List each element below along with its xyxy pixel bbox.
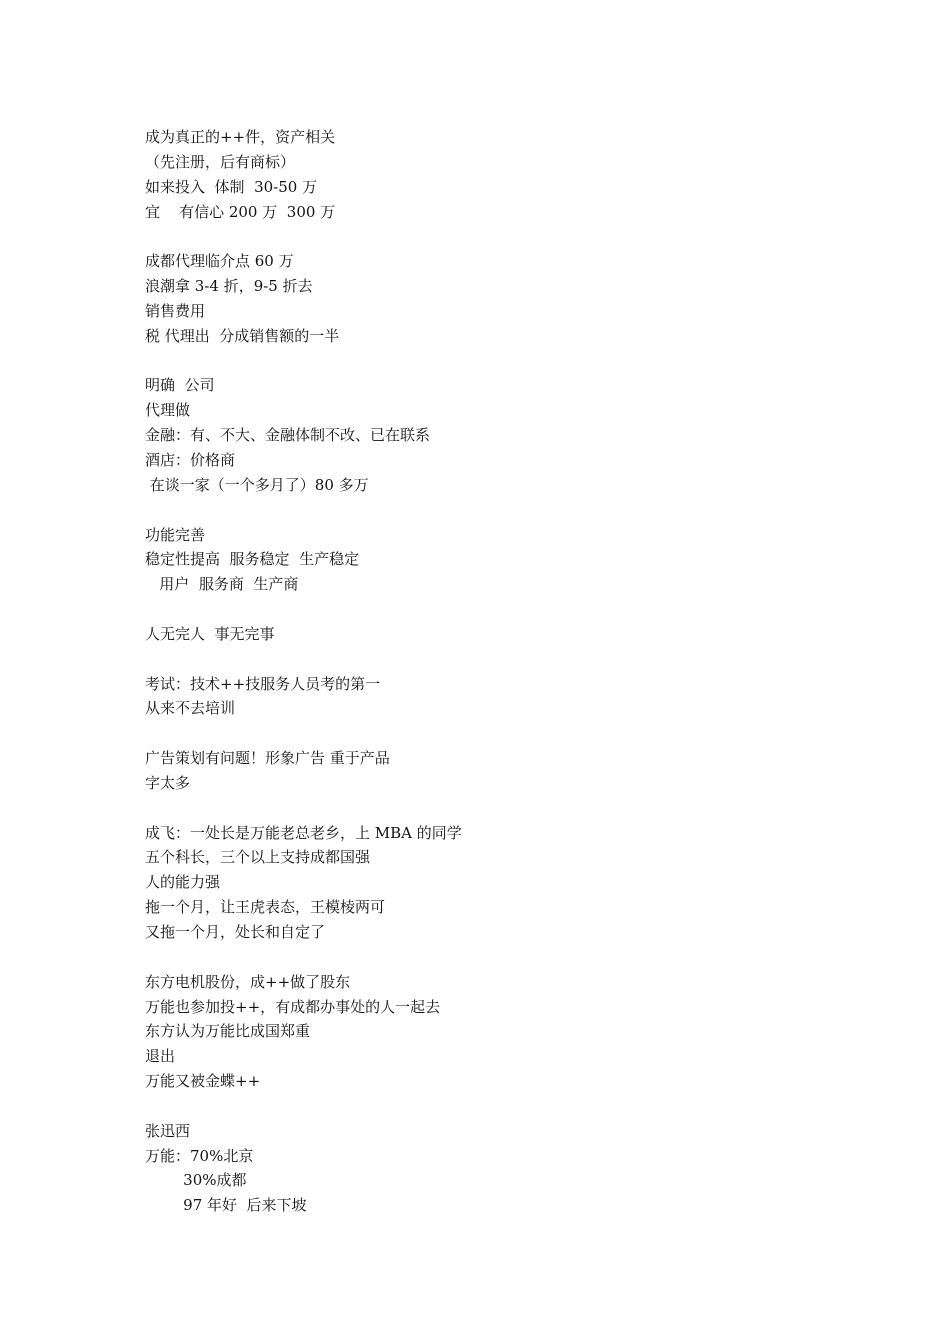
text-line: 代理做 (145, 401, 191, 420)
blank-line (145, 224, 845, 249)
text-line: 30%成都 (145, 1171, 247, 1190)
blank-line (145, 597, 845, 622)
document-body (145, 125, 845, 1218)
text-line: 用户 服务商 生产商 (145, 575, 299, 594)
text-line: 浪潮拿 3-4 折，9-5 折去 (145, 277, 313, 296)
text-line: 张迅西 (145, 1121, 191, 1140)
text-line: 字太多 (145, 773, 191, 792)
text-line: 稳定性提高 服务稳定 生产稳定 (145, 550, 360, 569)
text-line: 人无完人 事无完事 (145, 624, 275, 643)
blank-line (145, 1094, 845, 1119)
text-line: 如来投入 体制 30-50 万 (145, 177, 318, 196)
text-line: 功能完善 (145, 525, 206, 544)
text-line: 考试：技术++技服务人员考的第一 (145, 674, 381, 693)
blank-line (145, 721, 845, 746)
blank-line (145, 498, 845, 523)
blank-line (145, 796, 845, 821)
text-line: 宜 有信心 200 万 300 万 (145, 202, 336, 221)
blank-line (145, 647, 845, 672)
text-line: 明确 公司 (145, 376, 215, 395)
blank-line (145, 945, 845, 970)
text-line: 酒店：价格商 (145, 450, 236, 469)
text-line: 税 代理出 分成销售额的一半 (145, 326, 340, 345)
text-line: 人的能力强 (145, 873, 221, 892)
text-line: 从来不去培训 (145, 699, 236, 718)
text-line: 成飞：一处长是万能老总老乡，上 MBA 的同学 (145, 823, 462, 842)
text-line: 成都代理临介点 60 万 (145, 252, 294, 271)
text-line: 广告策划有问题！形象广告 重于产品 (145, 749, 390, 768)
text-line: 东方认为万能比成国郑重 (145, 1022, 311, 1041)
text-line: 拖一个月，让王虎表态，王模棱两可 (145, 898, 386, 917)
blank-line (145, 349, 845, 374)
text-line: 万能也参加投++，有成都办事处的人一起去 (145, 997, 441, 1016)
text-line: 在谈一家（一个多月了）80 多万 (145, 475, 369, 494)
text-line: 万能又被金蝶++ (145, 1072, 261, 1091)
text-line: 退出 (145, 1047, 176, 1066)
text-line: 成为真正的++件，资产相关 (145, 128, 336, 146)
text-line: （先注册，后有商标） (145, 152, 296, 171)
text-line: 又拖一个月，处长和自定了 (145, 923, 326, 941)
text-line: 五个科长，三个以上支持成都国强 (145, 848, 371, 867)
text-line: 销售费用 (145, 301, 206, 320)
text-line: 万能：70%北京 (145, 1146, 254, 1165)
text-line: 东方电机股份，成++做了股东 (145, 972, 351, 991)
text-line: 97 年好 后来下坡 (145, 1196, 307, 1215)
text-line: 金融：有、不大、金融体制不改、已在联系 (145, 426, 431, 445)
